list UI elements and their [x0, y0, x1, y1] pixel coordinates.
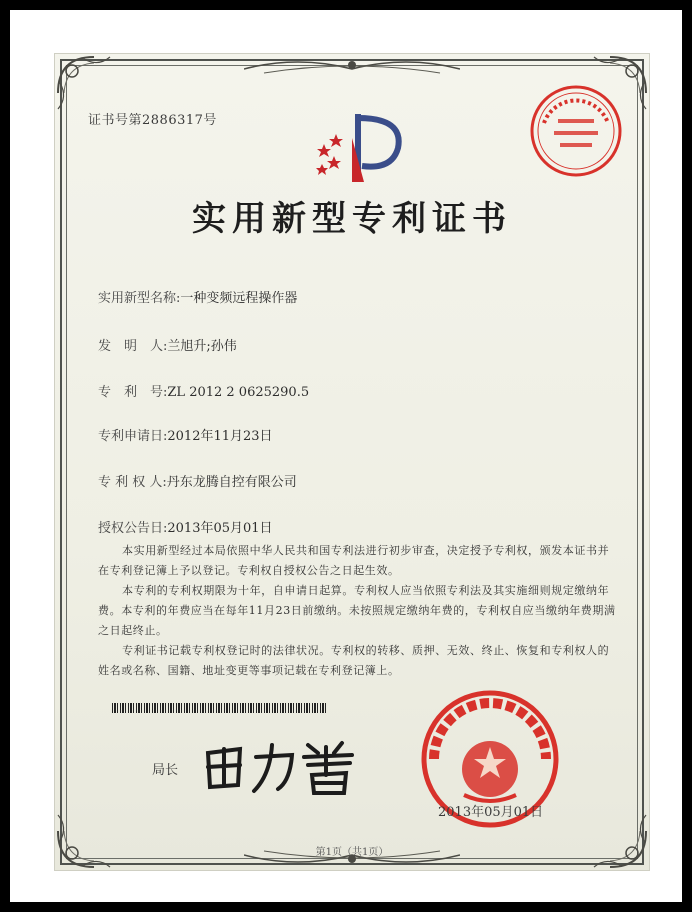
issue-date: 2013年05月01日 — [438, 805, 544, 820]
field-label: 发 明 人: — [98, 339, 168, 354]
field-value: 兰旭升;孙伟 — [167, 339, 237, 354]
certificate-number: 证书号第2886317号 — [88, 113, 217, 128]
field-inventor — [98, 335, 237, 354]
field-value: ZL 2012 2 0625290.5 — [167, 385, 310, 400]
director-signature — [200, 735, 380, 799]
field-application-date — [98, 425, 273, 444]
field-label: 专 利 权 人: — [98, 475, 167, 490]
photo-frame — [10, 10, 682, 902]
barcode — [112, 703, 326, 713]
field-value: 一种变频远程操作器 — [180, 291, 298, 306]
field-value: 丹东龙腾自控有限公司 — [166, 475, 297, 490]
paragraph-grant: 本实用新型经过本局依照中华人民共和国专利法进行初步审查，决定授予专利权，颁发本证书并在专利登记簿上予以登记。专利权自授权公告之日起生效。 — [98, 544, 610, 577]
field-label: 专 利 号: — [98, 385, 168, 400]
certificate-title: 实用新型专利证书 — [192, 199, 512, 239]
field-label: 实用新型名称: — [98, 291, 181, 306]
director-label: 局长 — [152, 763, 179, 778]
field-value: 2012年11月23日 — [167, 429, 273, 444]
patent-office-logo-icon — [312, 108, 408, 188]
field-utility-model-name — [98, 287, 297, 306]
page-number: 第1页（共1页） — [315, 847, 389, 858]
field-value: 2013年05月01日 — [167, 521, 273, 536]
agency-seal-icon — [528, 83, 624, 179]
field-patent-number — [98, 381, 309, 400]
field-grant-date — [98, 517, 273, 536]
top-ornament-icon — [244, 55, 460, 81]
corner-ornament-icon — [54, 791, 134, 871]
paragraph-term: 本专利的专利权期限为十年，自申请日起算。专利权人应当依照专利法及其实施细则规定缴纳年费。本专利的年费应当在每年11月23日前缴纳。未按照规定缴纳年费的，专利权自应当缴纳年费期满之日起终止。 — [98, 584, 616, 637]
paragraph-legal-status: 专利证书记载专利权登记时的法律状况。专利权的转移、质押、无效、终止、恢复和专利权人的姓名或名称、国籍、地址变更等事项记载在专利登记簿上。 — [98, 644, 610, 677]
field-label: 授权公告日: — [98, 521, 168, 536]
corner-ornament-icon — [570, 791, 650, 871]
field-patentee — [98, 471, 297, 490]
field-label: 专利申请日: — [98, 429, 168, 444]
patent-certificate — [54, 53, 650, 871]
